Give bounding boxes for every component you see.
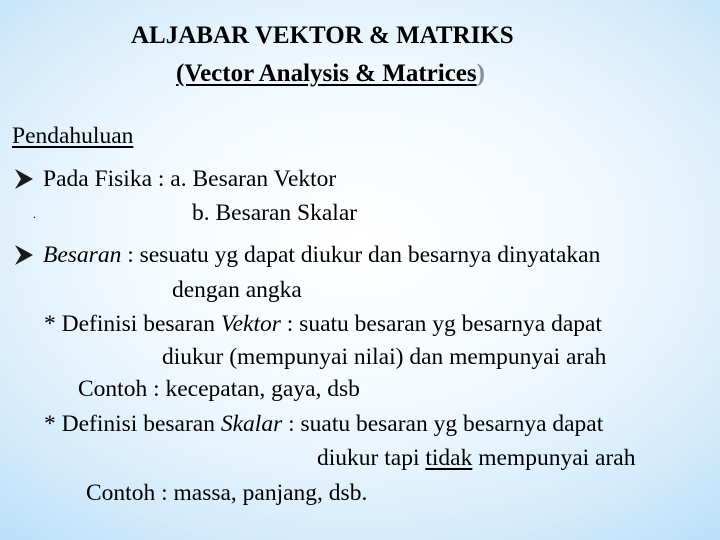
section-heading-text: Pendahuluan [12, 123, 134, 149]
vektor-continuation: diukur (mempunyai nilai) dan mempunyai arah [162, 344, 607, 370]
title-closing-paren: ) [476, 60, 485, 87]
page-subtitle [176, 60, 485, 88]
skalar-example: Contoh : massa, panjang, dsb. [86, 480, 368, 506]
bullet-1-line-1 [43, 166, 336, 193]
besaran-definition: : sesuatu yg dapat diukur dan besarnya dinyatakan [121, 242, 601, 268]
vektor-definition: * Definisi besaran Vektor : suatu besaran yg besarnya dapat [44, 311, 602, 337]
bullet-1-line-2 [192, 200, 357, 227]
skalar-term: Skalar [220, 411, 283, 437]
title-line-2: (Vector Analysis & Matrices [176, 60, 477, 87]
page-title [131, 22, 514, 50]
besaran-continuation: dengan angka [172, 277, 302, 303]
bullet-2-line-1 [43, 242, 600, 269]
vektor-example: Contoh : kecepatan, gaya, dsb [78, 376, 360, 402]
arrow-bullet-icon [14, 244, 34, 266]
skalar-continuation: diukur tapi tidak mempunyai arah [317, 445, 636, 471]
skalar-definition: * Definisi besaran Skalar : suatu besaran yg besarnya dapat [44, 411, 604, 437]
vektor-term: Vektor [220, 311, 281, 337]
bullet-1-skalar-text: b. Besaran Skalar [192, 200, 358, 226]
bullet-1-dot: . [33, 207, 36, 221]
arrow-bullet-icon [14, 168, 34, 190]
bullet-2-line-2 [172, 277, 302, 304]
bullet-1-text: Pada Fisika : a. Besaran Vektor [43, 166, 337, 192]
besaran-term: Besaran [43, 242, 122, 268]
tidak-underlined: tidak [425, 445, 473, 471]
title-line-1: ALJABAR VEKTOR & MATRIKS [131, 22, 514, 49]
section-heading [12, 123, 139, 150]
